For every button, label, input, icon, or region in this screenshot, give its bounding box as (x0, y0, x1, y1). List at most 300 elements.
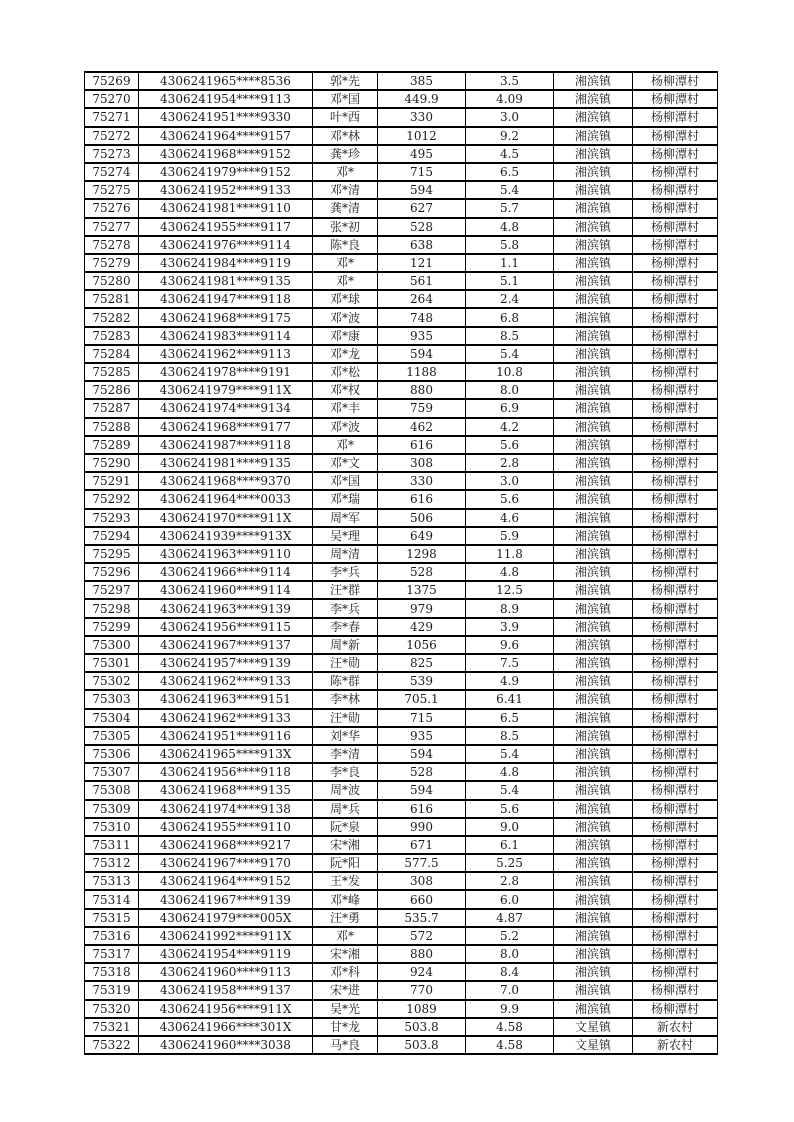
serial-cell: 75277 (85, 218, 139, 236)
area-cell: 4.58 (466, 1018, 554, 1036)
town-cell: 湘滨镇 (554, 399, 633, 417)
table-row (85, 108, 718, 126)
amount-cell: 495 (378, 145, 466, 163)
table-row (85, 563, 718, 581)
serial-cell: 75300 (85, 636, 139, 654)
table-row (85, 872, 718, 890)
id-number-cell: 4306241939****913X (139, 527, 313, 545)
amount-cell: 715 (378, 709, 466, 727)
town-cell: 湘滨镇 (554, 836, 633, 854)
table-row (85, 527, 718, 545)
amount-cell: 535.7 (378, 909, 466, 927)
town-cell: 湘滨镇 (554, 127, 633, 145)
serial-cell: 75284 (85, 345, 139, 363)
name-cell: 邓*国 (313, 472, 378, 490)
name-cell: 邓*清 (313, 181, 378, 199)
serial-cell: 75292 (85, 490, 139, 508)
id-number-cell: 4306241963****9151 (139, 690, 313, 708)
amount-cell: 594 (378, 345, 466, 363)
name-cell: 周*新 (313, 636, 378, 654)
village-cell: 杨柳潭村 (633, 800, 718, 818)
table-row (85, 436, 718, 454)
village-cell: 杨柳潭村 (633, 308, 718, 326)
id-number-cell: 4306241956****9115 (139, 618, 313, 636)
amount-cell: 759 (378, 399, 466, 417)
id-number-cell: 4306241964****9152 (139, 872, 313, 890)
table-row (85, 72, 718, 90)
town-cell: 湘滨镇 (554, 308, 633, 326)
id-number-cell: 4306241960****9113 (139, 963, 313, 981)
name-cell: 邓*文 (313, 454, 378, 472)
amount-cell: 330 (378, 472, 466, 490)
area-cell: 5.7 (466, 199, 554, 217)
village-cell: 杨柳潭村 (633, 363, 718, 381)
table-row (85, 781, 718, 799)
area-cell: 5.6 (466, 436, 554, 454)
id-number-cell: 4306241967****9139 (139, 890, 313, 908)
area-cell: 4.9 (466, 672, 554, 690)
table-row (85, 800, 718, 818)
area-cell: 4.87 (466, 909, 554, 927)
id-number-cell: 4306241954****9113 (139, 90, 313, 108)
table-row (85, 90, 718, 108)
town-cell: 湘滨镇 (554, 327, 633, 345)
village-cell: 杨柳潭村 (633, 599, 718, 617)
table-row (85, 345, 718, 363)
table-row (85, 454, 718, 472)
area-cell: 4.8 (466, 218, 554, 236)
town-cell: 湘滨镇 (554, 472, 633, 490)
town-cell: 湘滨镇 (554, 236, 633, 254)
id-number-cell: 4306241984****9119 (139, 254, 313, 272)
id-number-cell: 4306241981****9110 (139, 199, 313, 217)
id-number-cell: 4306241952****9133 (139, 181, 313, 199)
town-cell: 湘滨镇 (554, 727, 633, 745)
village-cell: 杨柳潭村 (633, 981, 718, 999)
town-cell: 湘滨镇 (554, 945, 633, 963)
amount-cell: 671 (378, 836, 466, 854)
town-cell: 湘滨镇 (554, 490, 633, 508)
village-cell: 杨柳潭村 (633, 672, 718, 690)
name-cell: 刘*华 (313, 727, 378, 745)
town-cell: 湘滨镇 (554, 618, 633, 636)
area-cell: 6.5 (466, 709, 554, 727)
table-row (85, 145, 718, 163)
village-cell: 杨柳潭村 (633, 436, 718, 454)
name-cell: 汪*勋 (313, 709, 378, 727)
area-cell: 5.6 (466, 800, 554, 818)
area-cell: 8.5 (466, 727, 554, 745)
serial-cell: 75305 (85, 727, 139, 745)
town-cell: 湘滨镇 (554, 163, 633, 181)
area-cell: 2.8 (466, 454, 554, 472)
table-row (85, 163, 718, 181)
name-cell: 李*良 (313, 763, 378, 781)
name-cell: 邓*权 (313, 381, 378, 399)
amount-cell: 594 (378, 745, 466, 763)
village-cell: 杨柳潭村 (633, 254, 718, 272)
amount-cell: 825 (378, 654, 466, 672)
town-cell: 湘滨镇 (554, 890, 633, 908)
name-cell: 邓*瑞 (313, 490, 378, 508)
town-cell: 文星镇 (554, 1018, 633, 1036)
town-cell: 湘滨镇 (554, 254, 633, 272)
name-cell: 阮*泉 (313, 818, 378, 836)
area-cell: 5.1 (466, 272, 554, 290)
area-cell: 6.8 (466, 308, 554, 326)
id-number-cell: 4306241963****9139 (139, 599, 313, 617)
town-cell: 文星镇 (554, 1036, 633, 1054)
area-cell: 6.9 (466, 399, 554, 417)
name-cell: 陈*群 (313, 672, 378, 690)
id-number-cell: 4306241979****911X (139, 381, 313, 399)
table-row (85, 890, 718, 908)
subsidy-table (84, 71, 718, 1055)
name-cell: 周*清 (313, 545, 378, 563)
village-cell: 杨柳潭村 (633, 945, 718, 963)
id-number-cell: 4306241979****9152 (139, 163, 313, 181)
area-cell: 3.9 (466, 618, 554, 636)
id-number-cell: 4306241992****911X (139, 927, 313, 945)
amount-cell: 770 (378, 981, 466, 999)
town-cell: 湘滨镇 (554, 581, 633, 599)
amount-cell: 1089 (378, 1000, 466, 1018)
id-number-cell: 4306241965****913X (139, 745, 313, 763)
table-row (85, 1036, 718, 1054)
town-cell: 湘滨镇 (554, 927, 633, 945)
serial-cell: 75306 (85, 745, 139, 763)
id-number-cell: 4306241957****9139 (139, 654, 313, 672)
serial-cell: 75296 (85, 563, 139, 581)
town-cell: 湘滨镇 (554, 272, 633, 290)
amount-cell: 528 (378, 763, 466, 781)
table-row (85, 418, 718, 436)
amount-cell: 935 (378, 327, 466, 345)
town-cell: 湘滨镇 (554, 672, 633, 690)
serial-cell: 75319 (85, 981, 139, 999)
town-cell: 湘滨镇 (554, 145, 633, 163)
amount-cell: 121 (378, 254, 466, 272)
name-cell: 李*春 (313, 618, 378, 636)
serial-cell: 75272 (85, 127, 139, 145)
table-row (85, 745, 718, 763)
serial-cell: 75274 (85, 163, 139, 181)
id-number-cell: 4306241976****9114 (139, 236, 313, 254)
name-cell: 邓* (313, 254, 378, 272)
name-cell: 郭*先 (313, 72, 378, 90)
area-cell: 8.4 (466, 963, 554, 981)
table-body (85, 72, 718, 1054)
name-cell: 邓*丰 (313, 399, 378, 417)
id-number-cell: 4306241974****9138 (139, 800, 313, 818)
area-cell: 4.8 (466, 763, 554, 781)
village-cell: 杨柳潭村 (633, 381, 718, 399)
town-cell: 湘滨镇 (554, 745, 633, 763)
table-row (85, 599, 718, 617)
area-cell: 5.9 (466, 527, 554, 545)
serial-cell: 75304 (85, 709, 139, 727)
table-row (85, 472, 718, 490)
area-cell: 8.5 (466, 327, 554, 345)
id-number-cell: 4306241987****9118 (139, 436, 313, 454)
town-cell: 湘滨镇 (554, 854, 633, 872)
name-cell: 李*林 (313, 690, 378, 708)
amount-cell: 924 (378, 963, 466, 981)
village-cell: 杨柳潭村 (633, 854, 718, 872)
name-cell: 邓*峰 (313, 890, 378, 908)
town-cell: 湘滨镇 (554, 981, 633, 999)
village-cell: 杨柳潭村 (633, 654, 718, 672)
village-cell: 杨柳潭村 (633, 581, 718, 599)
id-number-cell: 4306241955****9110 (139, 818, 313, 836)
area-cell: 4.2 (466, 418, 554, 436)
table-row (85, 818, 718, 836)
village-cell: 杨柳潭村 (633, 745, 718, 763)
serial-cell: 75303 (85, 690, 139, 708)
serial-cell: 75275 (85, 181, 139, 199)
town-cell: 湘滨镇 (554, 636, 633, 654)
village-cell: 杨柳潭村 (633, 490, 718, 508)
id-number-cell: 4306241951****9330 (139, 108, 313, 126)
id-number-cell: 4306241979****005X (139, 909, 313, 927)
area-cell: 1.1 (466, 254, 554, 272)
village-cell: 杨柳潭村 (633, 509, 718, 527)
serial-cell: 75280 (85, 272, 139, 290)
town-cell: 湘滨镇 (554, 690, 633, 708)
village-cell: 杨柳潭村 (633, 781, 718, 799)
name-cell: 邓* (313, 163, 378, 181)
amount-cell: 385 (378, 72, 466, 90)
id-number-cell: 4306241981****9135 (139, 454, 313, 472)
village-cell: 杨柳潭村 (633, 527, 718, 545)
amount-cell: 594 (378, 181, 466, 199)
village-cell: 杨柳潭村 (633, 236, 718, 254)
town-cell: 湘滨镇 (554, 763, 633, 781)
area-cell: 6.5 (466, 163, 554, 181)
name-cell: 吴*理 (313, 527, 378, 545)
amount-cell: 572 (378, 927, 466, 945)
town-cell: 湘滨镇 (554, 545, 633, 563)
serial-cell: 75311 (85, 836, 139, 854)
amount-cell: 503.8 (378, 1036, 466, 1054)
table-row (85, 618, 718, 636)
area-cell: 8.9 (466, 599, 554, 617)
name-cell: 李*兵 (313, 563, 378, 581)
name-cell: 宋*进 (313, 981, 378, 999)
name-cell: 阮*阳 (313, 854, 378, 872)
name-cell: 王*发 (313, 872, 378, 890)
table-row (85, 545, 718, 563)
name-cell: 邓* (313, 272, 378, 290)
area-cell: 6.1 (466, 836, 554, 854)
village-cell: 杨柳潭村 (633, 909, 718, 927)
table-row (85, 1000, 718, 1018)
id-number-cell: 4306241968****9217 (139, 836, 313, 854)
serial-cell: 75278 (85, 236, 139, 254)
serial-cell: 75313 (85, 872, 139, 890)
village-cell: 杨柳潭村 (633, 163, 718, 181)
town-cell: 湘滨镇 (554, 436, 633, 454)
village-cell: 杨柳潭村 (633, 272, 718, 290)
table-row (85, 399, 718, 417)
town-cell: 湘滨镇 (554, 1000, 633, 1018)
amount-cell: 1298 (378, 545, 466, 563)
name-cell: 邓*康 (313, 327, 378, 345)
table-row (85, 836, 718, 854)
serial-cell: 75286 (85, 381, 139, 399)
table-row (85, 1018, 718, 1036)
table-row (85, 709, 718, 727)
table-row (85, 509, 718, 527)
amount-cell: 627 (378, 199, 466, 217)
id-number-cell: 4306241963****9110 (139, 545, 313, 563)
village-cell: 杨柳潭村 (633, 545, 718, 563)
village-cell: 杨柳潭村 (633, 709, 718, 727)
id-number-cell: 4306241955****9117 (139, 218, 313, 236)
name-cell: 邓* (313, 927, 378, 945)
table-row (85, 218, 718, 236)
amount-cell: 539 (378, 672, 466, 690)
serial-cell: 75273 (85, 145, 139, 163)
serial-cell: 75279 (85, 254, 139, 272)
area-cell: 4.6 (466, 509, 554, 527)
area-cell: 9.0 (466, 818, 554, 836)
serial-cell: 75322 (85, 1036, 139, 1054)
serial-cell: 75293 (85, 509, 139, 527)
amount-cell: 577.5 (378, 854, 466, 872)
amount-cell: 616 (378, 490, 466, 508)
area-cell: 6.0 (466, 890, 554, 908)
amount-cell: 429 (378, 618, 466, 636)
serial-cell: 75297 (85, 581, 139, 599)
id-number-cell: 4306241968****9152 (139, 145, 313, 163)
town-cell: 湘滨镇 (554, 800, 633, 818)
town-cell: 湘滨镇 (554, 872, 633, 890)
table-row (85, 236, 718, 254)
id-number-cell: 4306241968****9370 (139, 472, 313, 490)
serial-cell: 75271 (85, 108, 139, 126)
name-cell: 邓*松 (313, 363, 378, 381)
serial-cell: 75318 (85, 963, 139, 981)
table-row (85, 381, 718, 399)
serial-cell: 75294 (85, 527, 139, 545)
village-cell: 杨柳潭村 (633, 872, 718, 890)
id-number-cell: 4306241964****9157 (139, 127, 313, 145)
area-cell: 12.5 (466, 581, 554, 599)
table-row (85, 981, 718, 999)
area-cell: 9.2 (466, 127, 554, 145)
serial-cell: 75287 (85, 399, 139, 417)
name-cell: 汪*群 (313, 581, 378, 599)
table-row (85, 199, 718, 217)
name-cell: 龚*清 (313, 199, 378, 217)
amount-cell: 503.8 (378, 1018, 466, 1036)
name-cell: 邓* (313, 436, 378, 454)
area-cell: 3.0 (466, 108, 554, 126)
serial-cell: 75309 (85, 800, 139, 818)
amount-cell: 528 (378, 563, 466, 581)
serial-cell: 75315 (85, 909, 139, 927)
id-number-cell: 4306241964****0033 (139, 490, 313, 508)
town-cell: 湘滨镇 (554, 781, 633, 799)
id-number-cell: 4306241967****9137 (139, 636, 313, 654)
village-cell: 杨柳潭村 (633, 1000, 718, 1018)
name-cell: 邓*波 (313, 418, 378, 436)
table-row (85, 727, 718, 745)
town-cell: 湘滨镇 (554, 818, 633, 836)
village-cell: 杨柳潭村 (633, 890, 718, 908)
village-cell: 杨柳潭村 (633, 454, 718, 472)
serial-cell: 75289 (85, 436, 139, 454)
id-number-cell: 4306241965****8536 (139, 72, 313, 90)
area-cell: 8.0 (466, 381, 554, 399)
area-cell: 9.6 (466, 636, 554, 654)
amount-cell: 990 (378, 818, 466, 836)
area-cell: 5.4 (466, 181, 554, 199)
name-cell: 马*良 (313, 1036, 378, 1054)
name-cell: 陈*良 (313, 236, 378, 254)
town-cell: 湘滨镇 (554, 599, 633, 617)
serial-cell: 75283 (85, 327, 139, 345)
village-cell: 杨柳潭村 (633, 836, 718, 854)
name-cell: 邓*国 (313, 90, 378, 108)
town-cell: 湘滨镇 (554, 563, 633, 581)
id-number-cell: 4306241962****9133 (139, 672, 313, 690)
name-cell: 宋*湘 (313, 836, 378, 854)
area-cell: 9.9 (466, 1000, 554, 1018)
area-cell: 2.4 (466, 290, 554, 308)
serial-cell: 75307 (85, 763, 139, 781)
area-cell: 5.4 (466, 345, 554, 363)
area-cell: 4.5 (466, 145, 554, 163)
area-cell: 5.6 (466, 490, 554, 508)
village-cell: 杨柳潭村 (633, 472, 718, 490)
town-cell: 湘滨镇 (554, 290, 633, 308)
town-cell: 湘滨镇 (554, 418, 633, 436)
area-cell: 5.8 (466, 236, 554, 254)
amount-cell: 308 (378, 454, 466, 472)
id-number-cell: 4306241960****9114 (139, 581, 313, 599)
id-number-cell: 4306241981****9135 (139, 272, 313, 290)
amount-cell: 594 (378, 781, 466, 799)
serial-cell: 75295 (85, 545, 139, 563)
area-cell: 5.25 (466, 854, 554, 872)
town-cell: 湘滨镇 (554, 199, 633, 217)
town-cell: 湘滨镇 (554, 381, 633, 399)
name-cell: 周*波 (313, 781, 378, 799)
name-cell: 龚*珍 (313, 145, 378, 163)
amount-cell: 264 (378, 290, 466, 308)
village-cell: 杨柳潭村 (633, 199, 718, 217)
name-cell: 宋*湘 (313, 945, 378, 963)
id-number-cell: 4306241966****301X (139, 1018, 313, 1036)
area-cell: 3.5 (466, 72, 554, 90)
id-number-cell: 4306241956****911X (139, 1000, 313, 1018)
serial-cell: 75291 (85, 472, 139, 490)
serial-cell: 75288 (85, 418, 139, 436)
id-number-cell: 4306241947****9118 (139, 290, 313, 308)
id-number-cell: 4306241960****3038 (139, 1036, 313, 1054)
table-row (85, 636, 718, 654)
village-cell: 杨柳潭村 (633, 690, 718, 708)
village-cell: 杨柳潭村 (633, 72, 718, 90)
area-cell: 2.8 (466, 872, 554, 890)
amount-cell: 649 (378, 527, 466, 545)
village-cell: 新农村 (633, 1018, 718, 1036)
table-row (85, 254, 718, 272)
serial-cell: 75281 (85, 290, 139, 308)
name-cell: 吴*光 (313, 1000, 378, 1018)
